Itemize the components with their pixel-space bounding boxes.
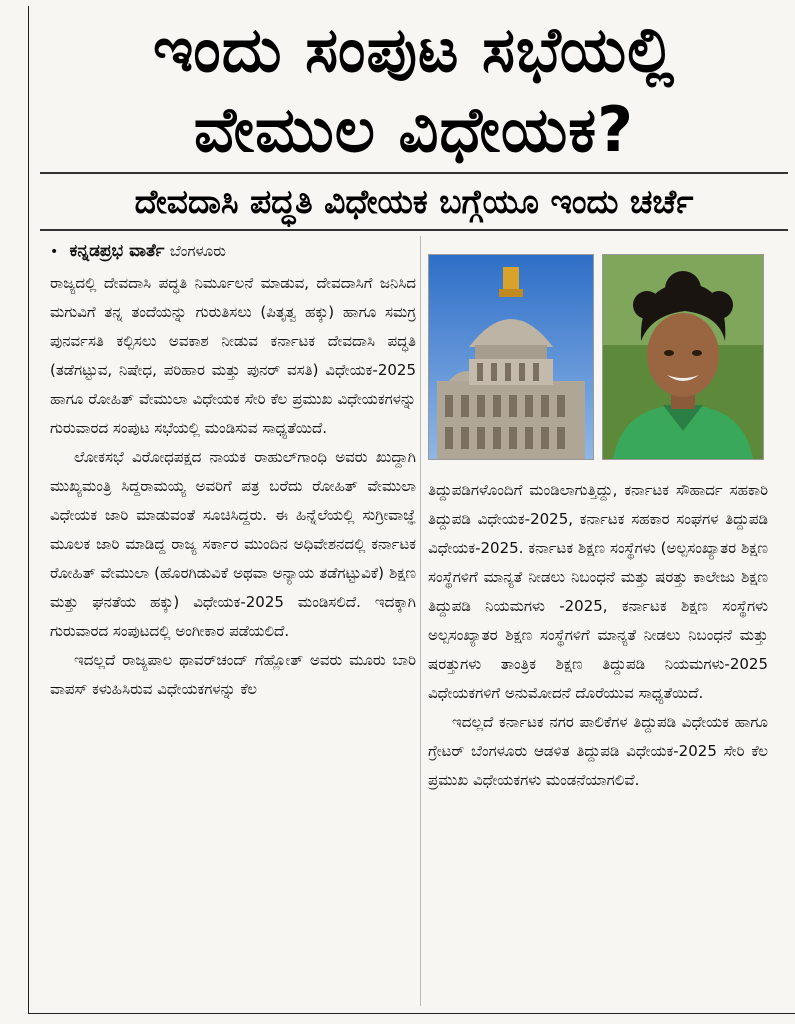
subheadline: ದೇವದಾಸಿ ಪದ್ಧತಿ ವಿಧೇಯಕ ಬಗ್ಗೆಯೂ ಇಂದು ಚರ್ಚೆ [134, 182, 694, 221]
byline-place: ಬೆಂಗಳೂರು [169, 242, 226, 260]
column-divider [420, 236, 421, 1006]
paragraph: ಇದಲ್ಲದೆ ರಾಜ್ಯಪಾಲ ಥಾವರ್‌ಚಂದ್ ಗೆಹ್ಲೋತ್ ಅವರು ಮೂರು ಬಾರಿ ವಾಪಸ್ ಕಳುಹಿಸಿರುವ ವಿಧೇಯಕಗಳನ್ನು ಕೆಲ [50, 651, 416, 698]
headline [44, 10, 784, 170]
article-column-right [428, 476, 768, 1006]
byline [50, 236, 416, 267]
headline-line-1: ಇಂದು ಸಂಪುಟ ಸಭೆಯಲ್ಲಿ [152, 13, 676, 86]
rule-top [40, 172, 788, 174]
paragraph: ತಿದ್ದುಪಡಿಗಳೊಂದಿಗೆ ಮಂಡಿಲಾಗುತ್ತಿದ್ದು, ಕರ್ನಾಟಕ ಸೌಹಾರ್ದ ಸಹಕಾರಿ ತಿದ್ದುಪಡಿ ವಿಧೇಯಕ-2025, ಕರ್ನಾಟಕ ಸಹಕಾರ ಸಂಘಗಳ ತಿದ್ದುಪಡಿ ವಿಧೇಯಕ-2025. ಕರ್ನಾಟಕ ಶಿಕ್ಷಣ ಸಂಸ್ಥೆಗಳು (ಅಲ್ಪಸಂಖ್ಯಾತರ ಶಿಕ್ಷಣ ಸಂಸ್ಥೆಗಳಿಗೆ ಮಾನ್ಯತೆ ನೀಡಲು ನಿಬಂಧನೆ ಮತ್ತು ಷರತ್ತು ಕಾಲೇಜು ಶಿಕ್ಷಣ ತಿದ್ದುಪಡಿ ನಿಯಮಗಳು -2025, ಕರ್ನಾಟಕ ಶಿಕ್ಷಣ ಸಂಸ್ಥೆಗಳು ಅಲ್ಪಸಂಖ್ಯಾತರ ಶಿಕ್ಷಣ ಸಂಸ್ಥೆಗಳಿಗೆ ಮಾನ್ಯತೆ ನೀಡಲು ನಿಬಂಧನೆ ಮತ್ತು ಷರತ್ತುಗಳು ತಾಂತ್ರಿಕ ಶಿಕ್ಷಣ ತಿದ್ದುಪಡಿ ನಿಯಮಗಳು-2025 ವಿಧೇಯಕಗಳಿಗೆ ಅನುಮೋದನೆ ದೊರೆಯುವ ಸಾಧ್ಯತೆಯಿದೆ. [428, 481, 768, 702]
headline-line-2: ವೇಮುಲ ವಿಧೇಯಕ? [193, 93, 635, 166]
frame-left-border [28, 6, 29, 1014]
frame-bottom-border [28, 1013, 795, 1014]
byline-bullet: • [50, 244, 59, 260]
paragraph: ರಾಜ್ಯದಲ್ಲಿ ದೇವದಾಸಿ ಪದ್ಧತಿ ನಿರ್ಮೂಲನೆ ಮಾಡುವ, ದೇವದಾಸಿಗೆ ಜನಿಸಿದ ಮಗುವಿಗೆ ತನ್ನ ತಂದೆಯನ್ನು ಗುರುತಿಸಲು (ಪಿತೃತ್ವ ಹಕ್ಕು) ಹಾಗೂ ಸಮಗ್ರ ಪುನರ್ವಸತಿ ಕಲ್ಪಿಸಲು ಅವಕಾಶ ನೀಡುವ ಕರ್ನಾಟಕ ದೇವದಾಸಿ ಪದ್ಧತಿ (ತಡೆಗಟ್ಟುವ, ನಿಷೇಧ, ಪರಿಹಾರ ಮತ್ತು ಪುನರ್ ವಸತಿ) ವಿಧೇಯಕ-2025 ಹಾಗೂ ರೋಹಿತ್ ವೇಮುಲಾ ವಿಧೇಯಕ ಸೇರಿ ಕೆಲ ಪ್ರಮುಖ ವಿಧೇಯಕಗಳನ್ನು ಗುರುವಾರದ ಸಂಪುಟ ಸಭೆಯಲ್ಲಿ ಮಂಡಿಸುವ ಸಾಧ್ಯತೆಯಿದೆ. [50, 274, 416, 437]
paragraph: ಇದಲ್ಲದೆ ಕರ್ನಾಟಕ ನಗರ ಪಾಲಿಕೆಗಳ ತಿದ್ದುಪಡಿ ವಿಧೇಯಕ ಹಾಗೂ ಗ್ರೇಟರ್ ಬೆಂಗಳೂರು ಆಡಳಿತ ತಿದ್ದುಪಡಿ ವಿಧೇಯಕ-2025 ಸೇರಿ ಕೆಲ ಪ್ರಮುಖ ವಿಧೇಯಕಗಳು ಮಂಡನೆಯಾಗಲಿವೆ. [428, 713, 768, 789]
person-image [603, 255, 763, 459]
portrait-photo [602, 254, 764, 460]
vidhana-soudha-photo [428, 254, 594, 460]
article-column-left [50, 236, 416, 1006]
byline-paper: ಕನ್ನಡಪ್ರಭ ವಾರ್ತೆ [69, 241, 165, 261]
rule-below-subheadline [40, 229, 788, 231]
paragraph: ಲೋಕಸಭೆ ವಿರೋಧಪಕ್ಷದ ನಾಯಕ ರಾಹುಲ್‌ಗಾಂಧಿ ಅವರು ಖುದ್ದಾಗಿ ಮುಖ್ಯಮಂತ್ರಿ ಸಿದ್ದರಾಮಯ್ಯ ಅವರಿಗೆ ಪತ್ರ ಬರೆದು ರೋಹಿತ್ ವೇಮುಲಾ ವಿಧೇಯಕ ಜಾರಿ ಮಾಡುವಂತೆ ಸೂಚಿಸಿದ್ದರು. ಈ ಹಿನ್ನೆಲೆಯಲ್ಲಿ ಸುಗ್ರೀವಾಜ್ಞೆ ಮೂಲಕ ಜಾರಿ ಮಾಡಿದ್ದ ರಾಜ್ಯ ಸರ್ಕಾರ ಮುಂದಿನ ಅಧಿವೇಶನದಲ್ಲಿ ಕರ್ನಾಟಕ ರೋಹಿತ್ ವೇಮುಲಾ (ಹೊರಗಿಡುವಿಕೆ ಅಥವಾ ಅನ್ಯಾಯ ತಡೆಗಟ್ಟುವಿಕೆ) ಶಿಕ್ಷಣ ಮತ್ತು ಘನತೆಯ ಹಕ್ಕು) ವಿಧೇಯಕ-2025 ಮಂಡಿಸಲಿದೆ. ಇದಕ್ಕಾಗಿ ಗುರುವಾರದ ಸಂಪುಟದಲ್ಲಿ ಅಂಗೀಕಾರ ಪಡೆಯಲಿದೆ. [50, 448, 416, 640]
building-image [429, 255, 593, 459]
